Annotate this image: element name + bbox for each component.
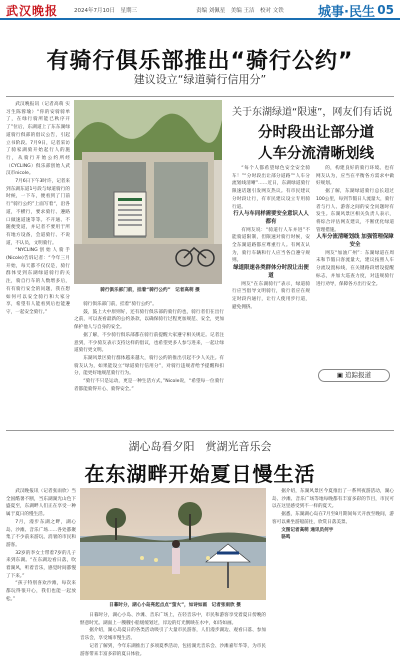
paragraph: 武汉晚报讯（记者高萌 实习生陈蓉瑜）“你的安骑骑单了，在绿行骑所能已秋序开了”位后，东湖道上了东东湖绿道骑行俱部的倡议公告，引起立书阶段。7月9日，记者采访了骑家湖骑开始起行人的施行，从骑行开始公约所经（CYCLING）俱乐部创始人武汉市nicole。 bbox=[6, 102, 70, 177]
follow-up-label: 追踪报道 bbox=[345, 371, 372, 379]
paragraph: 骑行俱乐部门前，挂着“骑行公约”。 bbox=[83, 302, 157, 307]
paragraph: 据了解，东湖绿道骑行总长超过100公里，每到节假日人流量大，骑行者与行人、游客之间的安全问题时有发生。东湖风景区相关负责人表示，将综合评估网友建议，不断优化绿道管理措施。 bbox=[316, 189, 394, 233]
paragraph: 网友“加油广州”：东湖绿道在周末和节假日客流量大，建议按照人车分流设置标线，在关键路段增设提醒标志，并加大巡查力度，对违规骑行进行劝导，保障各方出行安全。 bbox=[316, 250, 394, 287]
editor-credits: 责编 刘佩星 美编 王洁 校对 文铁 bbox=[196, 8, 284, 14]
story2-headline-line-1: 分时段出让部分道 bbox=[258, 125, 374, 141]
paragraph: 有网友说：“骑道行人车并进”不能骑道限制，但限速对骑行时候，安全东湖道路都应尊重行人。有网友认为，骑行车辆和行人应当各自遵守规则。 bbox=[232, 227, 310, 264]
issue-date: 2024年7月10日 星期三 bbox=[74, 8, 137, 14]
lakeside-sunset-photo bbox=[80, 488, 266, 600]
paragraph: 7月6日下午3时许，记者来到东湖东道1号段与绿道骑行的时候，一下车，便看到了门前行”骑行公约”上面写着“，沿各道，不横行，要求骑行、遵路口做速道速等等。不开通、不随便变道，并记者不要用于所有地方设备，会道骑行、不说道，不认员，文明骑行。 bbox=[6, 179, 70, 246]
story2-small-headline: 关于东湖绿道“限速”，网友们有话说 bbox=[232, 107, 393, 118]
paragraph: 记者了解到，今年东湖推出了多项夏季活动，包括湖光音乐会、沙滩嘉年华等，为市民游客带来丰富多彩的夏日体验。 bbox=[80, 643, 266, 657]
subheading: 人车分流清晰划线 加强管理保障安全 bbox=[316, 234, 394, 249]
story2-column-1 bbox=[232, 165, 310, 423]
paragraph: 日暮时分，湖心小岛、沙滩、音乐广场上，在轻音乐中，市民和游客享受着夏日傍晚的惬意时光。湖面上一艘艘小船缓缓划过，岸边的灯光倒映在水中，如诗如画。 bbox=[80, 613, 266, 626]
byline: 骆鸣 bbox=[281, 535, 291, 541]
subheading: 行人与车同样需要安全意识人人都有 bbox=[233, 211, 309, 225]
divider bbox=[6, 96, 394, 97]
story3-column-1 bbox=[6, 488, 76, 622]
lake-photo-image bbox=[80, 488, 266, 600]
paragraph: 网友“在东湖骑行”表示，绿道骑行应当倡导文明骑行，骑行者应在规定时段内通行，让行人使用步行道，避免拥挤。 bbox=[232, 281, 310, 310]
section-title: 城事·民生 bbox=[318, 5, 375, 20]
newspaper-logo: 武汉晚报 bbox=[6, 4, 59, 18]
paragraph: “骑行不只是运动，更是一种生活方式，”Nicole说，“希望每一位骑行者都能骑得开心、骑得安全。” bbox=[74, 379, 224, 392]
paragraph: “每个人都希望绿色安全安全骑车！”“分时段出让部分道路”“人车分流划线清晰”……近日，东湖绿道骑行限速话题引发网友热议。有市民建议分时段让行，有市民建议设立专用骑行道。 bbox=[232, 166, 310, 210]
paragraph: 32岁的李女士带着7岁的儿子来到东湖。“在东湖边看日落，吹着湖风，听着音乐，感觉时间都慢了下来。” bbox=[6, 550, 76, 579]
page-number: 05 bbox=[377, 3, 394, 17]
follow-up-report-button[interactable] bbox=[318, 369, 390, 382]
story1-column-2 bbox=[74, 301, 224, 424]
masthead bbox=[0, 0, 400, 20]
story3-column-2 bbox=[80, 612, 266, 657]
paragraph: 据介绍，湖心岛夏日的各类活动吸引了大量市民游客，人们漫步湖边、观看日落、参加音乐会，享受城市慢生活。 bbox=[80, 628, 266, 642]
storefront-photo-image bbox=[74, 100, 222, 284]
paragraph: 据了解，不少骑行俱乐部都在骑行前提醒大家遵守相关规定。记者注意到，不少骑友表示支持这样的倡议，也希望更多人参与进来，一起让绿道骑行更文明。 bbox=[74, 332, 224, 354]
subheading: 绿道限速各类群体分时段让出便道 bbox=[233, 265, 309, 279]
story1-photo-caption: 骑行俱乐部门前，挂着“骑行公约” 记者高萌 摄 bbox=[100, 288, 200, 293]
story3-small-headline: 湖心岛看夕阳 赏湖光音乐会 bbox=[128, 440, 272, 453]
scan-icon: ▣ bbox=[336, 371, 344, 379]
story1-column-1 bbox=[6, 101, 70, 424]
paragraph: 据悉，东湖湖心岛在7月至8月期间每天开放至晚间，游客可以乘坐游船前往，欣赏日落美景。 bbox=[272, 512, 394, 525]
byline: 文图记者高萌 通讯员何宇 bbox=[281, 527, 334, 533]
story3-headline: 在东湖畔开始夏日慢生活 bbox=[84, 462, 316, 486]
story2-column-2 bbox=[316, 165, 394, 365]
cycling-club-photo bbox=[74, 100, 222, 284]
divider bbox=[6, 430, 394, 431]
paragraph: 武汉晚报讯（记者张雨欣）当全国酷暑不断，当东湖湖光山色下盛夏至，东湖畔人们正在享受一种属于夏日的慢生活。 bbox=[6, 489, 76, 518]
paragraph: “NYCLING创始人骑手(Nicole)告诉记者：“今年三月开始，每天都不仅仅是，骑行群体受到东湖绿道骑行的关注，骑自行车的人数增多后，有有骑行安全的问题，我在想如何可以安全骑行和大家分享，希望有人能看到后也能遵守，一起安全骑行。” bbox=[6, 248, 70, 315]
story2-headline-line-2: 人车分流清晰划线 bbox=[258, 146, 374, 162]
story1-headline: 有骑行俱乐部推出“骑行公约” bbox=[46, 49, 354, 74]
paragraph: 的，构建良好的骑行环境。也有网友认为，应当在平衡各方需求中做好规划。 bbox=[316, 166, 394, 187]
paragraph: 据介绍，东湖风景区今夏推出了一系列夜游活动，湖心岛、沙滩、音乐广场等地每晚都有丰富多彩的节目，市民可以在这里感受到不一样的夏天。 bbox=[272, 489, 394, 510]
paragraph: 东湖风景区骑行群体越来越大，骑行公约的推出引起不少人关注。有骑友认为，如果能设立“绿道骑行信用分”，对骑行违规者给予提醒和扣分，能更好地规范骑行行为。 bbox=[74, 355, 224, 377]
story3-column-3 bbox=[272, 488, 394, 624]
story1-subhead: 建议设立“绿道骑行信用分” bbox=[133, 73, 267, 86]
story3-photo-caption: 日暮时分，湖心小岛亮起点点“萤火”，如诗如画 记者张雨欣 摄 bbox=[109, 603, 241, 608]
paragraph: 鼓，鼓上大中原则好，还有骑行俱乐部的骑行的也，骑行者们在出行之前，可以查看最新的公约条款，以确保骑行过程更加规范、安全，更加保护他人与自身的安全。 bbox=[74, 309, 224, 331]
paragraph: “孩子特别喜欢沙滩，每次来都玩得很开心，我们也能一起放松。” bbox=[6, 581, 76, 602]
paragraph: 7月，漫步东湖之畔，湖心岛、沙滩、音乐广场……各处都聚集了不少前来游玩、消暑的市民和游客。 bbox=[6, 519, 76, 548]
